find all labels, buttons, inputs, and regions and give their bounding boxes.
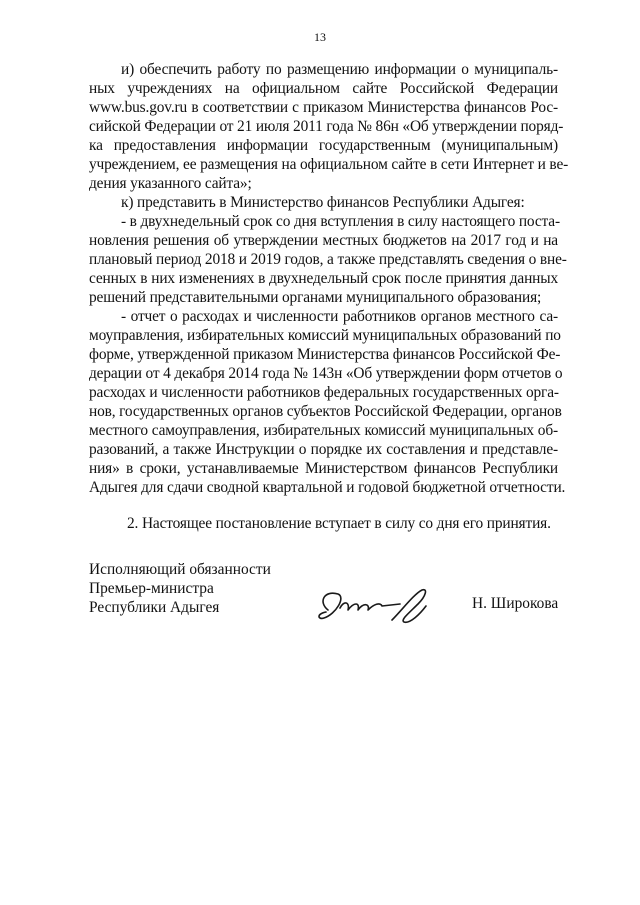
body-line: и) обеспечить работу по размещению информации о муниципаль- <box>121 61 558 78</box>
body-line: - в двухнедельный срок со дня вступления в силу настоящего поста- <box>121 213 560 230</box>
body-line: www.bus.gov.ru в соответствии с приказом Министерства финансов Рос- <box>89 99 558 116</box>
body-line: ка предоставления информации государственным (муниципальным) <box>89 137 558 154</box>
body-line: - отчет о расходах и численности работников органов местного са- <box>121 308 558 325</box>
body-line: новления решения об утверждении местных бюджетов на 2017 год и на <box>89 232 558 249</box>
body-line: учреждением, ее размещения на официальном сайте в сети Интернет и ве- <box>89 156 569 173</box>
body-line: расходах и численности работников федеральных государственных орга- <box>89 384 559 401</box>
body-line: дерации от 4 декабря 2014 года № 143н «Об утверждении форм отчетов о <box>89 365 563 382</box>
body-line: к) представить в Министерство финансов Республики Адыгея: <box>121 194 525 211</box>
body-line: плановый период 2018 и 2019 годов, а также представлять сведения о вне- <box>89 251 567 268</box>
signatory-title-line: Исполняющий обязанности <box>89 561 271 578</box>
body-line: сенных в них изменениях в двухнедельный срок после принятия данных <box>89 270 558 287</box>
body-line: 2. Настоящее постановление вступает в силу со дня его принятия. <box>127 515 551 532</box>
body-line: моуправления, избирательных комиссий муниципальных образований по <box>89 327 561 344</box>
body-line: ния» в сроки, устанавливаемые Министерством финансов Республики <box>89 460 558 477</box>
body-line: Адыгея для сдачи сводной квартальной и годовой бюджетной отчетности. <box>89 479 566 496</box>
body-line: решений представительными органами муниципального образования; <box>89 289 542 306</box>
page-number: 13 <box>314 30 326 44</box>
body-line: сийской Федерации от 21 июля 2011 года № 86н «Об утверждении поряд- <box>89 118 564 135</box>
handwritten-signature <box>310 580 440 630</box>
body-line: разований, а также Инструкции о порядке их составления и представле- <box>89 441 558 458</box>
signatory-title-line: Республики Адыгея <box>89 599 220 616</box>
body-line: форме, утвержденной приказом Министерства финансов Российской Фе- <box>89 346 561 363</box>
body-line: местного самоуправления, избирательных комиссий муниципальных об- <box>89 422 558 439</box>
body-line: дения указанного сайта»; <box>89 175 252 192</box>
body-line: ных учреждениях на официальном сайте Российской Федерации <box>89 80 558 97</box>
body-line: нов, государственных органов субъектов Российской Федерации, органов <box>89 403 562 420</box>
signatory-title-line: Премьер-министра <box>89 580 214 597</box>
signatory-name: Н. Широкова <box>472 595 559 612</box>
